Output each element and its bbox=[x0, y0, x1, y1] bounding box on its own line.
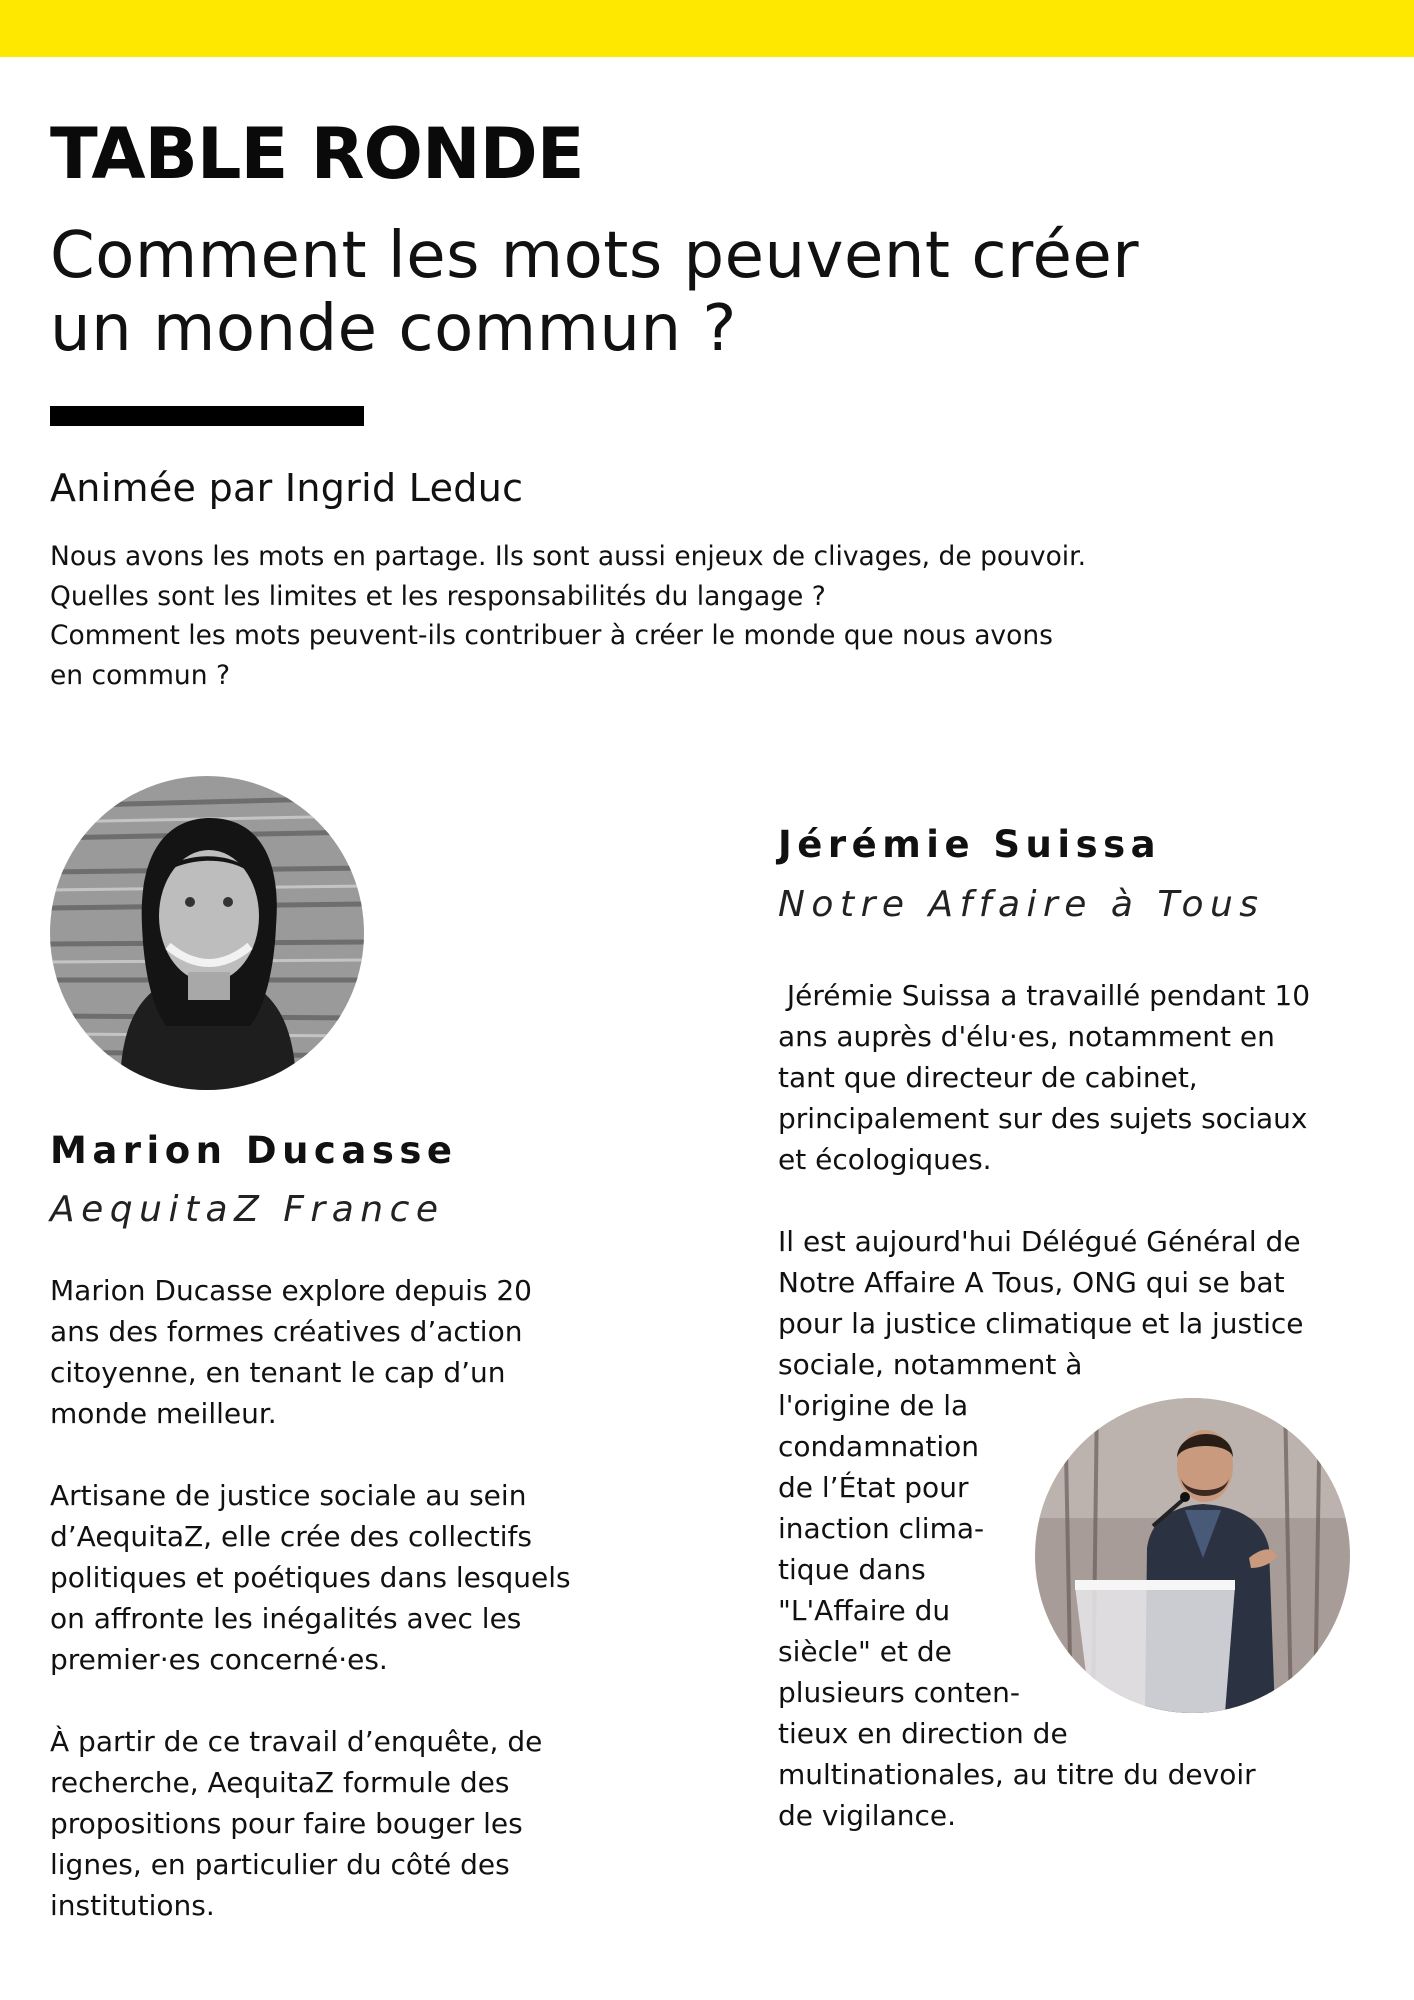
bio-line: "L'Affaire du bbox=[778, 1594, 951, 1627]
bio-line: ans auprès d'élu·es, notamment en bbox=[778, 1020, 1275, 1053]
intro-line: Quelles sont les limites et les responsabilités du langage ? bbox=[50, 580, 826, 612]
paragraph-gap bbox=[50, 1434, 650, 1475]
bio-line: on affronte les inégalités avec les bbox=[50, 1602, 522, 1635]
bio-line: siècle" et de bbox=[778, 1635, 952, 1668]
bio-line: pour la justice climatique et la justice bbox=[778, 1307, 1304, 1340]
bio-line: l'origine de la bbox=[778, 1389, 969, 1422]
intro-line: Nous avons les mots en partage. Ils sont aussi enjeux de clivages, de pouvoir. bbox=[50, 541, 1087, 572]
bio-line: multinationales, au titre du devoir bbox=[778, 1758, 1256, 1791]
moderator-line: Animée par Ingrid Leduc bbox=[50, 466, 524, 510]
bio-line: plusieurs conten- bbox=[778, 1676, 1020, 1709]
bio-line: d’AequitaZ, elle crée des collectifs bbox=[50, 1520, 532, 1553]
bio-line: citoyenne, en tenant le cap d’un bbox=[50, 1356, 506, 1389]
title-line: un monde commun ? bbox=[50, 292, 737, 366]
bio-line: sociale, notamment à bbox=[778, 1348, 1083, 1381]
intro-paragraph bbox=[50, 537, 1290, 695]
speaker-organization: Notre Affaire à Tous bbox=[778, 884, 1265, 925]
bio-line: et écologiques. bbox=[778, 1143, 992, 1176]
bio-line: propositions pour faire bouger les bbox=[50, 1807, 523, 1840]
bio-line: recherche, AequitaZ formule des bbox=[50, 1766, 510, 1799]
section-kicker: TABLE RONDE bbox=[50, 113, 584, 195]
paragraph-gap bbox=[778, 1180, 1378, 1221]
bio-line: Artisane de justice sociale au sein bbox=[50, 1479, 527, 1512]
bio-line: de vigilance. bbox=[778, 1799, 957, 1832]
bio-line: institutions. bbox=[50, 1889, 215, 1922]
speaker-organization: AequitaZ France bbox=[50, 1189, 445, 1230]
bio-line: ans des formes créatives d’action bbox=[50, 1315, 523, 1348]
bio-line: Marion Ducasse explore depuis 20 bbox=[50, 1274, 532, 1307]
bio-line: lignes, en particulier du côté des bbox=[50, 1848, 510, 1881]
bio-line: Il est aujourd'hui Délégué Général de bbox=[778, 1225, 1301, 1258]
top-accent-bar bbox=[0, 0, 1414, 57]
speaker-portrait-jeremie bbox=[1035, 1398, 1350, 1713]
bio-line: À partir de ce travail d’enquête, de bbox=[50, 1725, 543, 1758]
speaker-bio bbox=[778, 975, 1378, 1836]
speaker-portrait-marion bbox=[50, 776, 364, 1090]
intro-line: en commun ? bbox=[50, 659, 231, 691]
bio-line: politiques et poétiques dans lesquels bbox=[50, 1561, 571, 1594]
bio-line: Jérémie Suissa a travaillé pendant 10 bbox=[778, 979, 1311, 1012]
bio-line: condamnation bbox=[778, 1430, 980, 1463]
bio-line: tique dans bbox=[778, 1553, 926, 1586]
bio-line: de l’État pour bbox=[778, 1471, 969, 1504]
speaker-name: Marion Ducasse bbox=[50, 1129, 458, 1172]
portrait-woman-image bbox=[50, 776, 364, 1090]
title-divider bbox=[50, 406, 364, 426]
bio-line: tant que directeur de cabinet, bbox=[778, 1061, 1198, 1094]
title-line: Comment les mots peuvent créer bbox=[50, 219, 1139, 293]
bio-line: principalement sur des sujets sociaux bbox=[778, 1102, 1308, 1135]
portrait-man-at-podium-image bbox=[1035, 1398, 1350, 1713]
bio-line: Notre Affaire A Tous, ONG qui se bat bbox=[778, 1266, 1285, 1299]
page-title bbox=[50, 220, 1370, 366]
bio-line: tieux en direction de bbox=[778, 1717, 1068, 1750]
speaker-name: Jérémie Suissa bbox=[778, 823, 1162, 866]
speaker-bio bbox=[50, 1270, 650, 1926]
bio-line: monde meilleur. bbox=[50, 1397, 277, 1430]
bio-line: premier·es concerné·es. bbox=[50, 1643, 388, 1676]
paragraph-gap bbox=[50, 1680, 650, 1721]
bio-line: inaction clima- bbox=[778, 1512, 985, 1545]
intro-line: Comment les mots peuvent-ils contribuer à créer le monde que nous avons bbox=[50, 620, 1053, 651]
